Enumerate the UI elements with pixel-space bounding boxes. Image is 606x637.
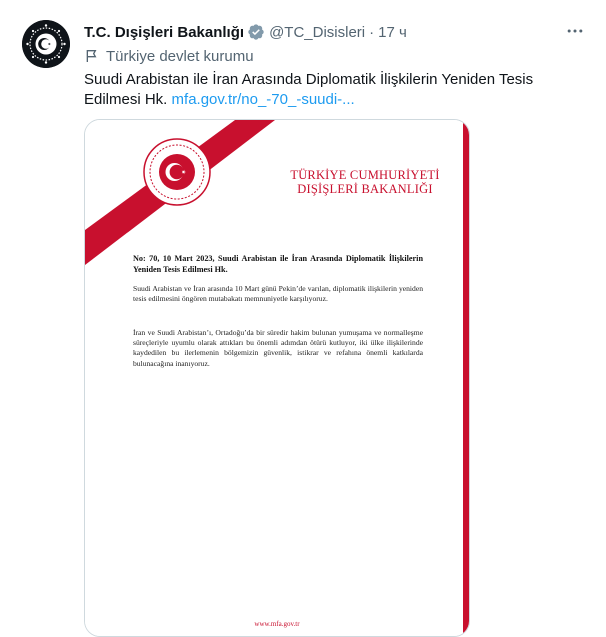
letterhead-line-1: TÜRKİYE CUMHURİYETİ (290, 168, 440, 182)
letterhead-line-2: DIŞİŞLERİ BAKANLIĞI (297, 182, 433, 196)
more-icon (565, 21, 585, 41)
tweet-header (84, 20, 407, 44)
display-name[interactable]: T.C. Dışişleri Bakanlığı (84, 23, 245, 41)
more-button[interactable] (562, 20, 588, 42)
timestamp[interactable]: 17 ч (378, 23, 407, 41)
tweet-text (84, 70, 584, 110)
tweet-link[interactable]: mfa.gov.tr/no_-70_-suudi-... (171, 91, 355, 108)
avatar[interactable] (22, 20, 70, 68)
affiliation-label (84, 46, 254, 66)
tweet-body: Suudi Arabistan ile İran Arasında Diplomatik İlişkilerin Yeniden Tesis Edilmesi Hk. (84, 71, 534, 108)
affiliation-text: Türkiye devlet kurumu (106, 47, 254, 65)
separator-dot: · (369, 23, 375, 41)
document-letterhead (285, 168, 445, 196)
document-footer: www.mfa.gov.tr (254, 620, 300, 628)
user-handle[interactable]: @TC_Disisleri (269, 23, 366, 41)
document-image (85, 120, 469, 636)
flag-icon (84, 48, 100, 64)
document-paragraph-2: İran ve Suudi Arabistan’ı, Ortadoğu’da bir süredir hakim bulunan yumuşama ve normalleşme süreçleriyle uyumlu olarak attıkları bu önemli adımdan ötürü kutluyor, iki ülke ilişkilerinde kaydedilen bu ilerlemenin bölgemizin güvenlik, istikrar ve refahına önemli katkılarda bulunacağına inanıyoruz. (133, 328, 423, 368)
verified-badge-icon[interactable] (247, 23, 265, 41)
media-card[interactable] (84, 119, 470, 637)
document-paragraph-1: Suudi Arabistan ve İran arasında 10 Mart günü Pekin’de varılan, diplomatik ilişkilerin yeniden tesis edilmesini öngören mutabakatı memnuniyetle karşılıyoruz. (133, 284, 423, 304)
document-heading: No: 70, 10 Mart 2023, Suudi Arabistan ile İran Arasında Diplomatik İlişkilerin Yeniden Tesis Edilmesi Hk. (133, 254, 423, 274)
ministry-seal-icon (22, 20, 70, 68)
ministry-emblem-icon (141, 136, 213, 208)
